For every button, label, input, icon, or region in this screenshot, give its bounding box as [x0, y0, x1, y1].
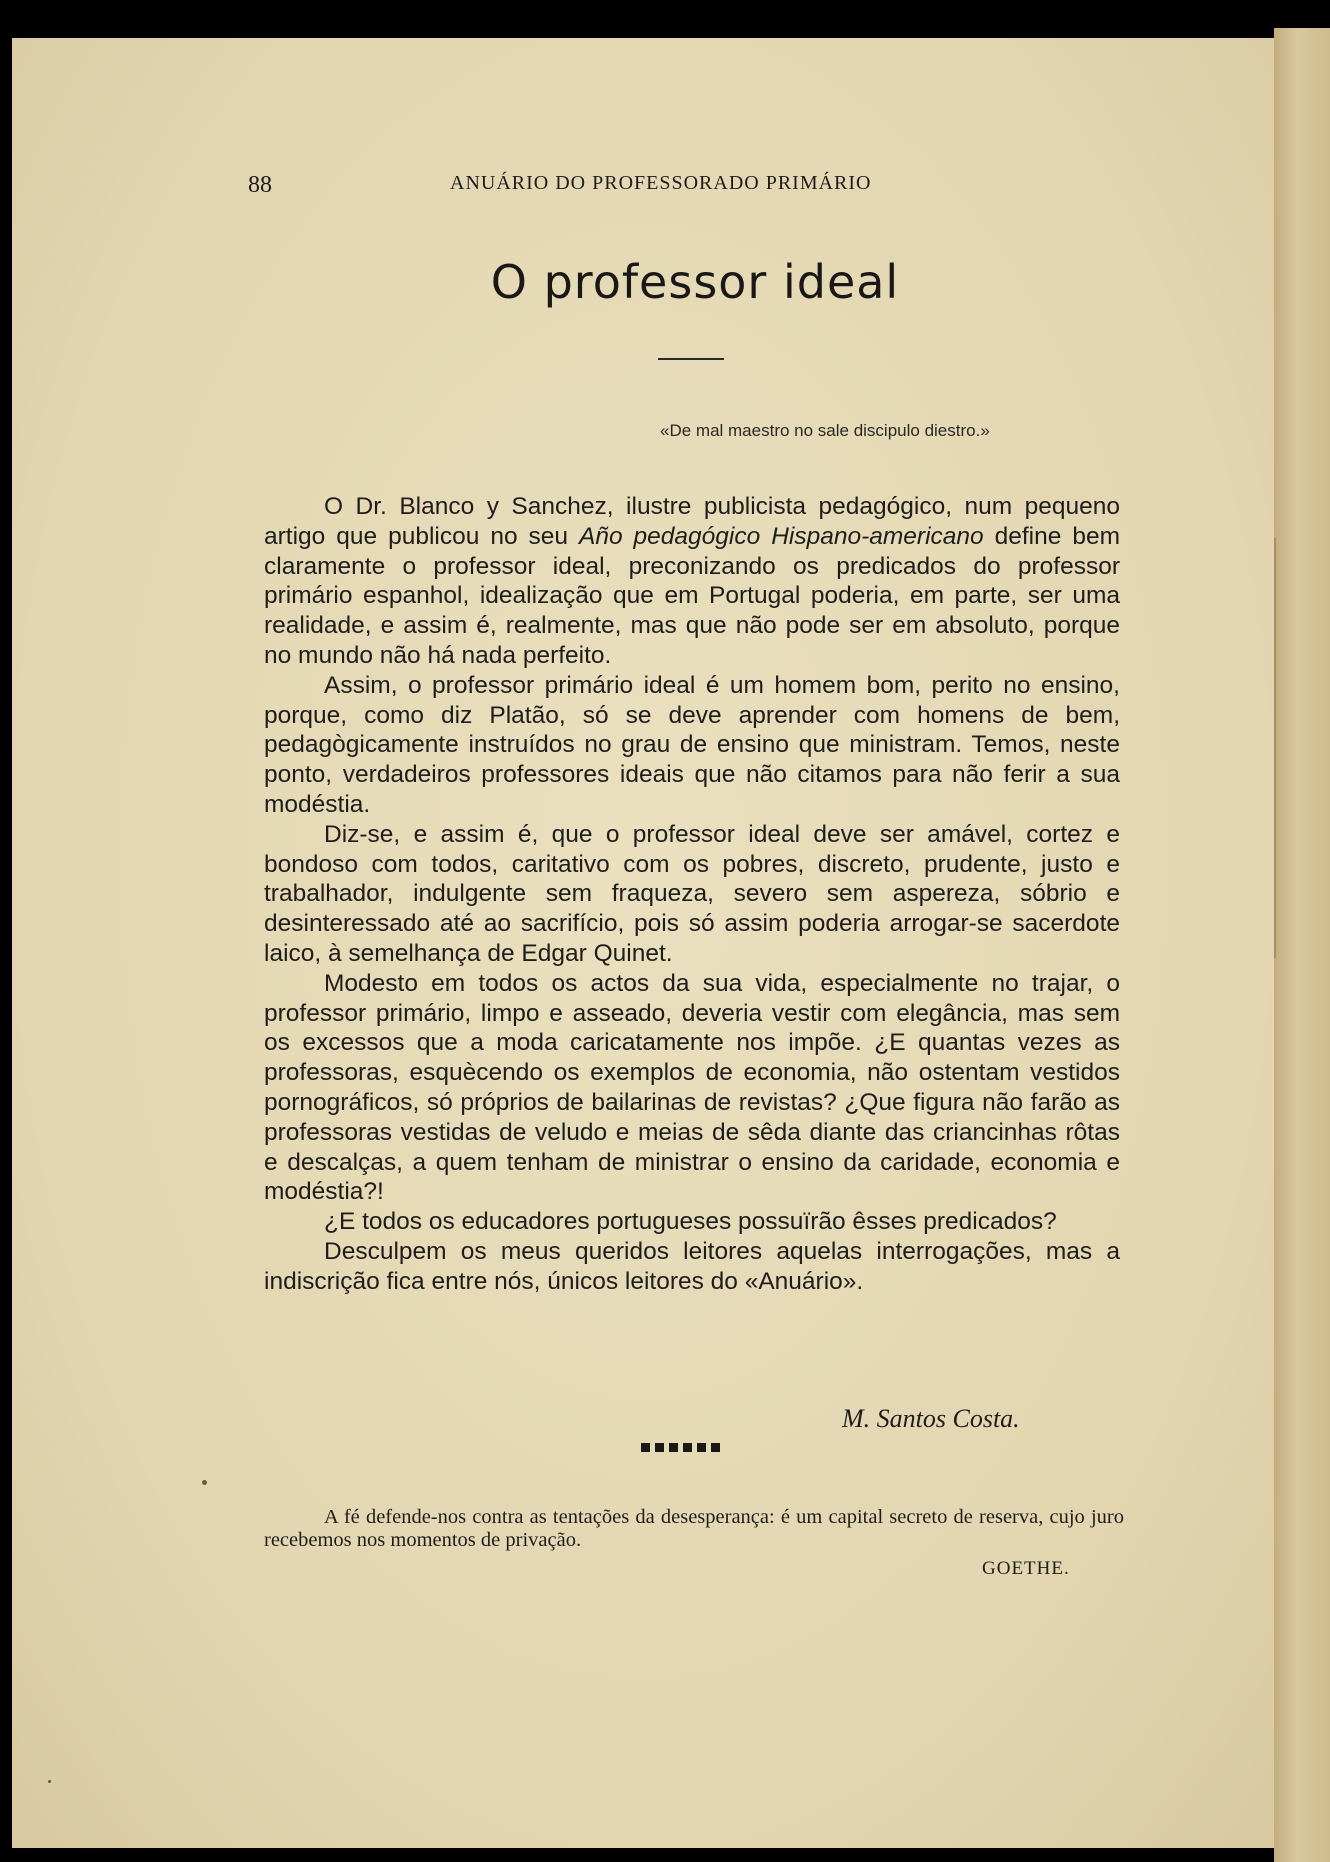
paragraph: ¿E todos os educadores portugueses possuïrão êsses predicados?: [324, 1208, 1057, 1236]
closing-quote: [264, 1506, 1124, 1552]
page-number: 88: [248, 172, 272, 198]
paragraph: Assim, o professor primário ideal é um homem bom, perito no ensino, porque, como diz Platão, só se deve aprender com homens de bem, pedagògicamente instruídos no grau de ensino que ministram. Temos, neste ponto, verdadeiros professores ideais que não citamos para não ferir a sua modéstia.: [264, 671, 1120, 818]
epigraph: «De mal maestro no sale discipulo diestro.»: [660, 421, 990, 440]
paragraph: Modesto em todos os actos da sua vida, especialmente no trajar, o professor primário, limpo e asseado, deveria vestir com elegância, mas sem os excessos que a moda caricatamente nos impõe. ¿E quantas vezes as professoras, esquècendo os exemplos de economia, não ostentam vestidos pornográficos, só próprios de bailarinas de revistas? ¿Que figura não farão as professoras vestidas de veludo e meias de sêda diante das criancinhas rôtas e descalças, a quem tenham de ministrar o ensino da caridade, economia e modéstia?!: [264, 969, 1120, 1206]
book-title: Año pedagógico Hispano-americano: [579, 522, 984, 550]
author-signature: M. Santos Costa.: [842, 1404, 1020, 1433]
paragraph-text: O Dr. Blanco y Sanchez, ilustre publicista pedagógico, num pequeno artigo que publicou no seu: [264, 493, 1120, 550]
section-ornament: [641, 1443, 720, 1452]
paragraph: [264, 492, 1120, 671]
paper-speck: [202, 1480, 207, 1485]
paragraph: Diz-se, e assim é, que o professor ideal deve ser amável, cortez e bondoso com todos, caritativo com os pobres, discreto, prudente, justo e trabalhador, indulgente sem fraqueza, severo sem aspereza, sóbrio e desinteressado até ao sacrifício, pois só assim poderia arrogar-se sacerdote laico, à semelhança de Edgar Quinet.: [264, 820, 1120, 967]
paragraph: Desculpem os meus queridos leitores aquelas interrogações, mas a indiscrição fica entre nós, únicos leitores do «Anuário».: [264, 1237, 1120, 1295]
title-rule: [658, 358, 724, 360]
article-body: [264, 492, 1120, 1297]
paper-speck: [48, 1780, 51, 1783]
paragraph-text: define bem claramente o professor ideal, preconizando os predicados do professor primário espanhol, idealização que em Portugal poderia, em parte, ser uma realidade, e assim é, realmente, mas que não pode ser em absoluto, porque no mundo não há nada perfeito.: [264, 522, 1120, 669]
running-head: ANUÁRIO DO PROFESSORADO PRIMÁRIO: [450, 172, 872, 194]
page-fold-line: [1274, 538, 1276, 958]
quote-author: GOETHE.: [982, 1558, 1070, 1579]
article-title: O professor ideal: [490, 255, 900, 309]
quote-text: A fé defende-nos contra as tentações da desesperança: é um capital secreto de reserva, cujo juro recebemos nos momentos de privação.: [264, 1506, 1124, 1551]
